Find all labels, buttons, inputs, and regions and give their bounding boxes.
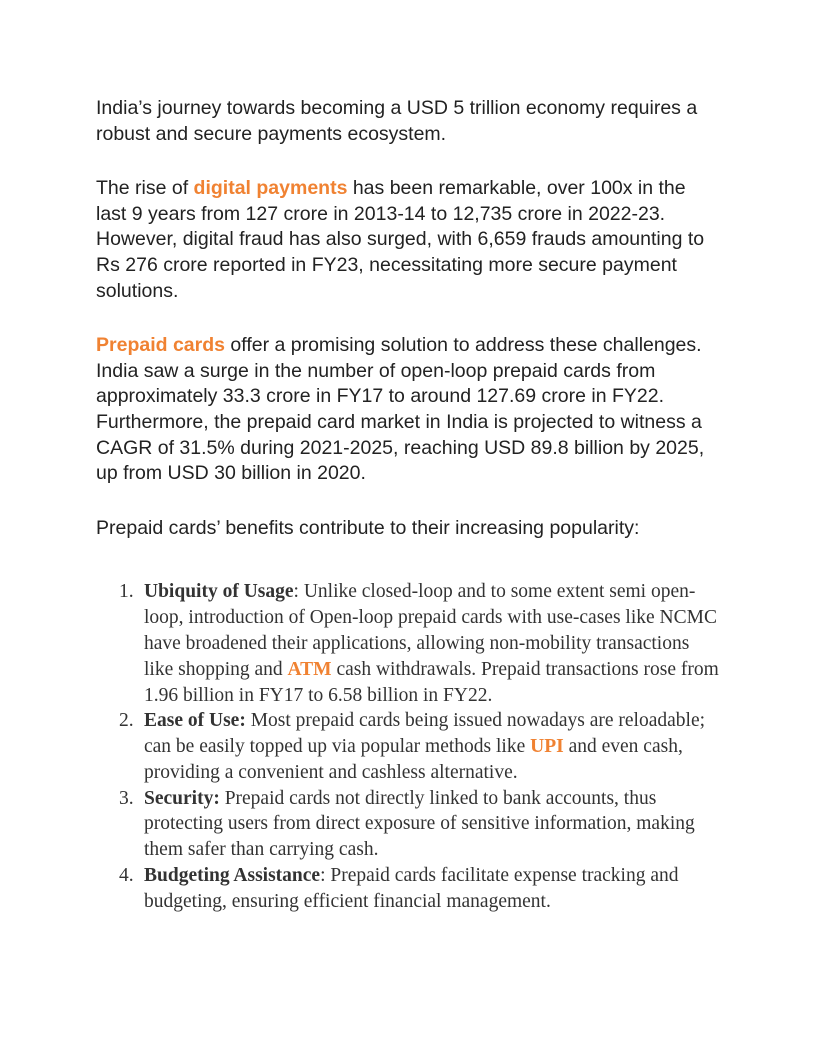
upi-link[interactable]: UPI [530,736,564,758]
list-item-ubiquity: 1. Ubiquity of Usage: Unlike closed-loop and to some extent semi open-loop, introduction of Open-loop prepaid cards with use-cases like NCMC have broadened their applications, allowing non-mobility transactions like shopping and ATM cash withdrawals. Prepaid transactions rose from 1.96 billion in FY17 to 6.58 billion in FY22. [119,581,719,706]
list-item-security: 3. Security: Prepaid cards not directly linked to bank accounts, thus protecting users from direct exposure of sensitive information, making them safer than carrying cash. [119,787,695,861]
list-number: 3. [119,787,134,809]
atm-link[interactable]: ATM [287,658,332,680]
list-item-ease-of-use: 2. Ease of Use: Most prepaid cards being issued nowadays are reloadable; can be easily topped up via popular methods like UPI and even cash, providing a convenient and cashless alternative. [119,710,706,783]
list-number: 1. [119,581,134,603]
term-ubiquity: Ubiquity of Usage [144,581,294,603]
document-page [96,96,720,915]
digital-payments-link[interactable]: digital payments [193,177,348,200]
list-item-budgeting: 4. Budgeting Assistance: Prepaid cards facilitate expense tracking and budgeting, ensuring efficient financial management. [119,865,679,912]
term-ease-of-use: Ease of Use: [144,710,246,732]
benefits-list [96,579,720,914]
paragraph-benefits-intro: Prepaid cards’ benefits contribute to their increasing popularity: [96,516,640,539]
intro-section [96,96,720,541]
paragraph-prepaid-cards: Prepaid cards offer a promising solution to address these challenges. India saw a surge in the number of open-loop prepaid cards from approximately 33.3 crore in FY17 to around 127.69 crore in FY22. Furthermore, the prepaid card market in India is projected to witness a CAGR of 31.5% during 2021-2025, reaching USD 89.8 billion by 2025, up from USD 30 billion in 2020. [96,334,705,485]
list-number: 4. [119,865,134,887]
term-security: Security: [144,787,220,809]
list-number: 2. [119,710,134,732]
term-budgeting: Budgeting Assistance [144,865,321,887]
paragraph-economy: India’s journey towards becoming a USD 5 trillion economy requires a robust and secure payments ecosystem. [96,97,698,145]
prepaid-cards-link[interactable]: Prepaid cards [96,334,225,357]
paragraph-digital-payments: The rise of digital payments has been remarkable, over 100x in the last 9 years from 127 crore in 2013-14 to 12,735 crore in 2022-23. However, digital fraud has also surged, with 6,659 frauds amounting to Rs 276 crore reported in FY23, necessitating more secure payment solutions. [96,177,705,302]
